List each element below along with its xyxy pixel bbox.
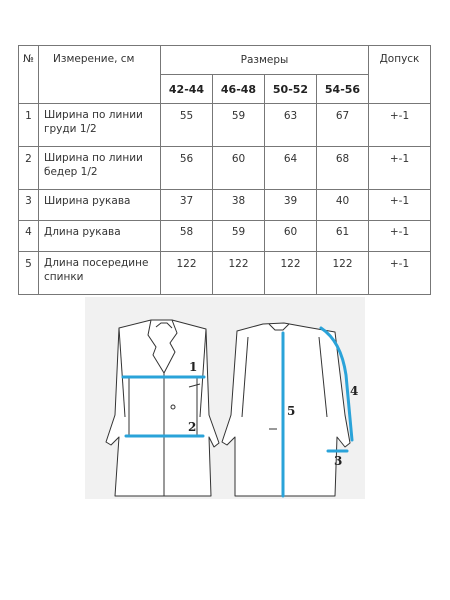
- row-value: 38: [213, 190, 265, 221]
- row-tolerance: +-1: [369, 221, 431, 252]
- row-value: 60: [265, 221, 317, 252]
- size-col-1: 42-44: [161, 75, 213, 104]
- coat-front-outline: [106, 320, 219, 496]
- label-chest: 1: [189, 360, 198, 374]
- row-index: 4: [19, 221, 39, 252]
- row-name-line1: Ширина по линии: [44, 152, 143, 164]
- row-name-line1: Ширина по линии: [44, 109, 143, 121]
- row-value: 39: [265, 190, 317, 221]
- row-index: 5: [19, 252, 39, 295]
- row-tolerance: +-1: [369, 252, 431, 295]
- row-value: 59: [213, 221, 265, 252]
- table-row: [19, 104, 431, 147]
- header-measurement: Измерение, см: [39, 46, 161, 104]
- row-value: 122: [317, 252, 369, 295]
- row-value: 122: [213, 252, 265, 295]
- size-table: [18, 45, 431, 295]
- row-name: [39, 104, 161, 147]
- row-index: 2: [19, 147, 39, 190]
- row-value: 61: [317, 221, 369, 252]
- coat-diagram: [85, 297, 365, 499]
- row-value: 122: [265, 252, 317, 295]
- row-name: [39, 147, 161, 190]
- row-value: 63: [265, 104, 317, 147]
- label-sleeve-length: 4: [350, 384, 359, 398]
- coat-diagram-svg: [85, 297, 365, 499]
- row-tolerance: +-1: [369, 190, 431, 221]
- table-row: [19, 147, 431, 190]
- row-value: 56: [161, 147, 213, 190]
- row-value: 40: [317, 190, 369, 221]
- row-value: 58: [161, 221, 213, 252]
- row-name: Ширина рукава: [39, 190, 161, 221]
- row-value: 37: [161, 190, 213, 221]
- coat-back-outline: [222, 323, 350, 496]
- header-tolerance: Допуск: [369, 46, 431, 104]
- size-col-3: 50-52: [265, 75, 317, 104]
- size-col-4: 54-56: [317, 75, 369, 104]
- size-col-2: 46-48: [213, 75, 265, 104]
- table-row: [19, 190, 431, 221]
- row-value: 67: [317, 104, 369, 147]
- label-sleeve-width: 3: [334, 454, 343, 468]
- row-value: 59: [213, 104, 265, 147]
- row-name-line2: спинки: [44, 271, 84, 283]
- row-index: 1: [19, 104, 39, 147]
- label-back-length: 5: [287, 404, 296, 418]
- header-number: №: [19, 46, 39, 104]
- row-name-line1: Длина посередине: [44, 257, 149, 269]
- row-name: Длина рукава: [39, 221, 161, 252]
- row-value: 60: [213, 147, 265, 190]
- table-row: [19, 252, 431, 295]
- row-value: 122: [161, 252, 213, 295]
- row-tolerance: +-1: [369, 147, 431, 190]
- row-name: [39, 252, 161, 295]
- row-name-line2: бедер 1/2: [44, 166, 98, 178]
- row-name-line2: груди 1/2: [44, 123, 97, 135]
- row-tolerance: +-1: [369, 104, 431, 147]
- label-hips: 2: [188, 420, 197, 434]
- table-row: [19, 221, 431, 252]
- row-value: 68: [317, 147, 369, 190]
- header-sizes: Размеры: [161, 46, 369, 75]
- row-index: 3: [19, 190, 39, 221]
- row-value: 64: [265, 147, 317, 190]
- row-value: 55: [161, 104, 213, 147]
